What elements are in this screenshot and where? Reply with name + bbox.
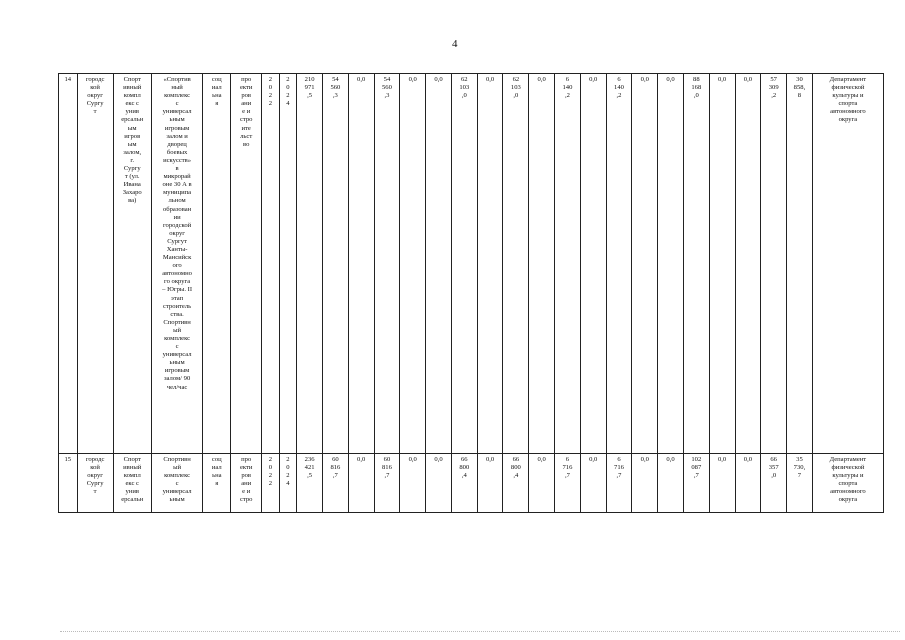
table-cell: «Спортив ный комплекс с универсал ьным игровым залом и дворец боевых искусств» в микрорай оне 30 А в муниципа льном образован ии городской округ Сургут Ханты- Мансийск ого автономно го округа – Югры. II этап строитель ства. Спортивн ый комплекс с универсал ьным игровым залом/ 90 чел/час: [151, 74, 203, 454]
table-cell: соц иал ьна я: [203, 74, 231, 454]
table-cell: 210 971 ,5: [297, 74, 323, 454]
table-cell: 0,0: [735, 74, 761, 454]
table-cell: 66 800 ,4: [503, 454, 529, 513]
page-number: 4: [452, 38, 458, 50]
table-cell: про екти ров ани е и стро: [231, 454, 262, 513]
table-cell: 66 800 ,4: [451, 454, 477, 513]
table-cell: 35 730, 7: [787, 454, 813, 513]
table-container: [58, 73, 884, 521]
table-cell: 0,0: [709, 74, 735, 454]
table-cell: 0,0: [580, 454, 606, 513]
table-cell: 57 309 ,2: [761, 74, 787, 454]
table-cell: 6 140 ,2: [606, 74, 632, 454]
responsible-agency-cell: Департамент физической культуры и спорта автономного округа: [812, 454, 883, 513]
responsible-agency-cell: Департамент физической культуры и спорта автономного округа: [812, 74, 883, 454]
table-cell: 0,0: [400, 454, 426, 513]
table-cell: 0,0: [426, 74, 452, 454]
table-cell: 0,0: [580, 74, 606, 454]
table-cell: 0,0: [632, 74, 658, 454]
table-cell: 54 560 ,3: [374, 74, 400, 454]
table-cell: 88 168 ,0: [683, 74, 709, 454]
table-cell: 66 357 ,0: [761, 454, 787, 513]
table-cell: Спорт ивный компл екс с унив ерсальн: [113, 454, 151, 513]
table-cell: 62 103 ,0: [451, 74, 477, 454]
row-number-cell: 14: [59, 74, 78, 454]
table-cell: 6 716 ,7: [555, 454, 581, 513]
table-cell: 0,0: [658, 74, 684, 454]
investment-table: [58, 73, 884, 513]
table-cell: 2 0 2 4: [279, 454, 297, 513]
table-cell: Спорт ивный компл екс с унив ерсальн ым игров ым залом, г. Сургу т (ул. Ивана Захаро ва): [113, 74, 151, 454]
table-cell: 0,0: [632, 454, 658, 513]
table-cell: 30 858, 8: [787, 74, 813, 454]
table-cell: 0,0: [529, 74, 555, 454]
table-cell: 236 421 ,5: [297, 454, 323, 513]
table-cell: 0,0: [477, 454, 503, 513]
table-row: [59, 454, 884, 513]
table-cell: городс кой округ Сургу т: [77, 74, 113, 454]
table-cell: 6 140 ,2: [555, 74, 581, 454]
table-cell: 0,0: [426, 454, 452, 513]
table-cell: 2 0 2 2: [262, 74, 280, 454]
table-cell: 62 103 ,0: [503, 74, 529, 454]
table-cell: 6 716 ,7: [606, 454, 632, 513]
table-cell: 54 560 ,3: [323, 74, 349, 454]
table-cell: 0,0: [735, 454, 761, 513]
table-cell: 0,0: [400, 74, 426, 454]
table-cell: 102 087 ,7: [683, 454, 709, 513]
table-cell: 2 0 2 2: [262, 454, 280, 513]
table-cell: соц иал ьна я: [203, 454, 231, 513]
table-cell: 0,0: [709, 454, 735, 513]
table-cell: 0,0: [477, 74, 503, 454]
table-cell: Спортивн ый комплекс с универсал ьным: [151, 454, 203, 513]
table-cell: 2 0 2 4: [279, 74, 297, 454]
table-cell: 0,0: [529, 454, 555, 513]
table-cell: 0,0: [348, 74, 374, 454]
table-cell: городс кой округ Сургу т: [77, 454, 113, 513]
table-cell: 60 816 ,7: [374, 454, 400, 513]
table-cell: 0,0: [348, 454, 374, 513]
table-cell: 60 816 ,7: [323, 454, 349, 513]
table-cell: 0,0: [658, 454, 684, 513]
row-number-cell: 15: [59, 454, 78, 513]
table-cell: про екти ров ани е и стро ите льст во: [231, 74, 262, 454]
table-row: [59, 74, 884, 454]
scan-artifact-line: [60, 631, 900, 632]
